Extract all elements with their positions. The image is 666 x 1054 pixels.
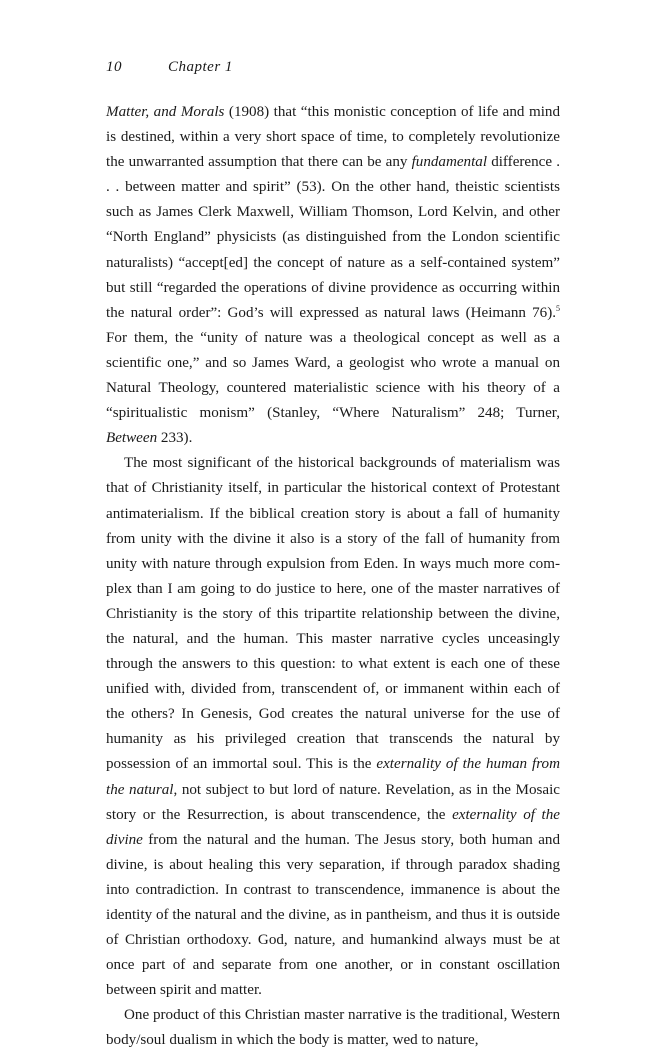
footnote-marker: 5 [556, 303, 560, 313]
book-page [106, 58, 560, 1054]
text-run: (1908) that “this monistic conception of life and mind is destined, within a very short space of time, to completely revolutionize the unwarranted assumption that there can be any [106, 104, 561, 171]
paragraph [106, 100, 560, 451]
page-number: 10 [106, 59, 122, 75]
text-run: One product of this Christian master narrative is the traditional, Western body/soul dualism in which the body is matter, wed to nature, [106, 1007, 560, 1049]
running-head [106, 58, 560, 76]
italic-text: Between [106, 430, 158, 447]
paragraph [106, 451, 560, 1003]
chapter-label: Chapter 1 [168, 59, 233, 75]
body-text [106, 100, 560, 1054]
italic-text: externality of the divine [106, 806, 560, 848]
text-run: For them, the “unity of nature was a theological concept as well as a scientific one,” and so James Ward, a geologist who wrote a manual on Natural Theology, countered materialistic science with his theory of a “spiritualistic monism” (Stanley, “Where Naturalism” 248; Turner, [106, 329, 560, 422]
text-run: 233). [157, 430, 193, 447]
italic-text: externality of the human from the natural [106, 756, 561, 798]
paragraph [106, 1003, 560, 1053]
text-run: from the natural and the human. The Jesus story, both human and divine, is about healing this very separation, if through paradox shading into contradiction. In contrast to transcendence, immanence is about the identity of the natural and the divine, as in pantheism, and thus it is outside of Christian orthodoxy. God, nature, and humankind always must be at once part of and separate from one another, or in constant oscillation between spirit and matter. [106, 831, 560, 999]
italic-text: Matter, and Morals [106, 104, 225, 120]
text-run: , not subject to but lord of nature. Revelation, as in the Mosaic story or the Resurrection, is about transcendence, the [106, 781, 560, 823]
text-run: difference . . . between matter and spirit” (53). On the other hand, theistic scientists such as James Clerk Maxwell, William Thomson, Lord Kelvin, and other “North England” physicists (as distinguished from the London scientific naturalists) “accept[ed] the concept of nature as a self-contained system” but still “regarded the operations of divine providence as occurring within the natural order”: God’s will expressed as natural laws (Heimann 76). [106, 154, 560, 321]
text-run: The most significant of the historical backgrounds of materialism was that of Christianity itself, in particular the historical context of Protestant antimaterialism. If the biblical creation story is about a fall of humanity from unity with the divine it also is a story of the fall of humanity from unity with nature through expulsion from Eden. In ways much more complex than I am going to do justice to here, one of the master narratives of Christianity is the story of this tripartite relationship between the divine, the natural, and the human. This master narrative cycles unceasingly through the answers to this question: to what extent is each one of these unified with, divided from, transcendent of, or immanent within each of the others? In Genesis, God creates the natural universe for the use of humanity as his privileged creation that transcends the natural by possession of an immortal soul. This is the [106, 455, 560, 773]
italic-text: fundamental [411, 154, 488, 171]
